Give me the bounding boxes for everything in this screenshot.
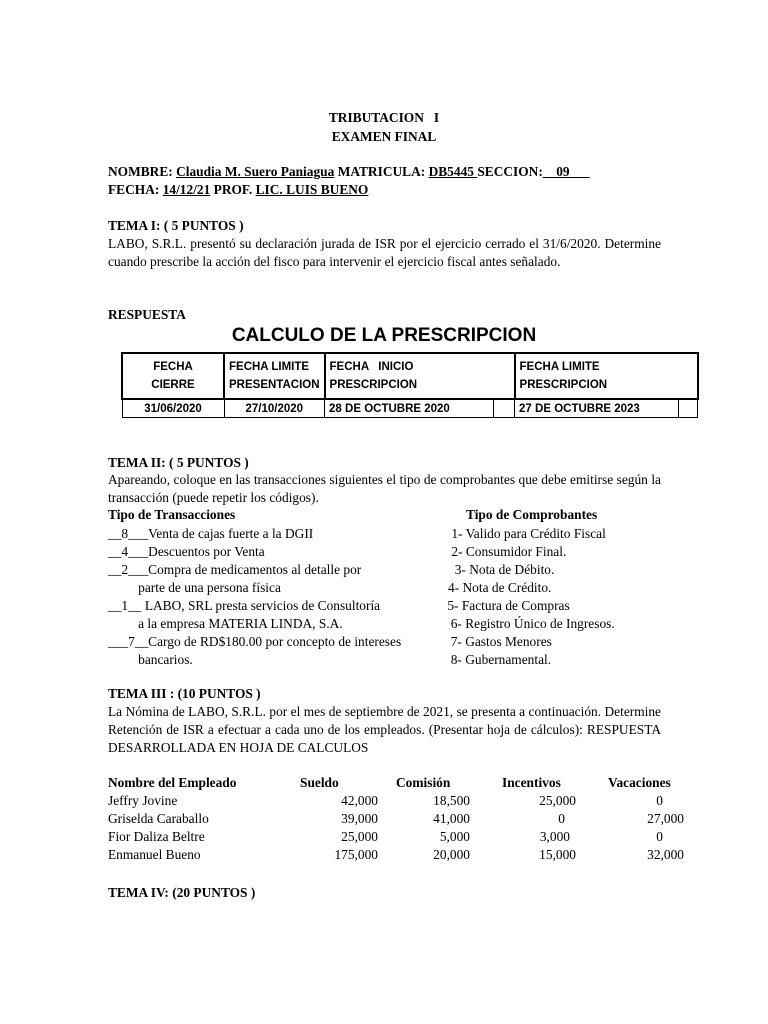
calc-title: CALCULO DE LA PRESCRIPCION xyxy=(231,325,537,346)
value-fecha-limite-presentacion: 27/10/2020 xyxy=(224,399,325,418)
employee-name: Griselda Caraballo xyxy=(108,811,209,826)
value-fecha-cierre: 31/06/2020 xyxy=(122,399,224,418)
date-line xyxy=(108,182,368,198)
vacaciones-cell: 0 xyxy=(656,793,663,808)
tema4-heading: TEMA IV: (20 PUNTOS ) xyxy=(108,885,256,900)
prescription-header-row xyxy=(122,353,698,399)
incentivos-cell: 0 xyxy=(558,811,565,826)
payroll-header-row xyxy=(108,774,698,792)
matricula-label: MATRICULA: xyxy=(337,164,426,179)
header-fecha-limite-prescripcion: FECHA LIMITE PRESCRIPCION xyxy=(515,353,698,399)
transaction-item: ___7__Cargo de RD$180.00 por concepto de intereses xyxy=(108,634,402,649)
col-nombre: Nombre del Empleado xyxy=(108,775,237,790)
transaction-item: bancarios. xyxy=(108,652,193,667)
comision-cell: 5,000 xyxy=(439,829,470,844)
employee-name: Jeffry Jovine xyxy=(108,793,178,808)
comision-cell: 18,500 xyxy=(433,793,470,808)
comprobante-item: 1- Valido para Crédito Fiscal xyxy=(448,526,606,541)
header-fecha-inicio-prescripcion: FECHA INICIO PRESCRIPCION xyxy=(325,353,515,399)
empty-cell xyxy=(679,399,698,418)
tema2-heading: TEMA II: ( 5 PUNTOS ) xyxy=(108,455,249,470)
comprobante-item: 5- Factura de Compras xyxy=(444,598,570,613)
matricula-value: DB5445 xyxy=(428,164,478,179)
tema1-heading: TEMA I: ( 5 PUNTOS ) xyxy=(108,218,244,233)
incentivos-cell: 25,000 xyxy=(539,793,576,808)
transaction-item: __2___Compra de medicamentos al detalle por xyxy=(108,562,362,577)
transaction-item: __8___Venta de cajas fuerte a la DGII xyxy=(108,526,314,541)
nombre-value: Claudia M. Suero Paniagua xyxy=(176,164,335,179)
table-row xyxy=(108,846,698,864)
employee-name: Enmanuel Bueno xyxy=(108,847,201,862)
col-sueldo: Sueldo xyxy=(300,775,339,790)
incentivos-cell: 15,000 xyxy=(539,847,576,862)
sueldo-cell: 42,000 xyxy=(341,793,378,808)
payroll-table xyxy=(108,774,698,864)
col-comision: Comisión xyxy=(396,775,451,790)
sueldo-cell: 25,000 xyxy=(341,829,378,844)
respuesta-label: RESPUESTA xyxy=(108,307,186,322)
comision-cell: 20,000 xyxy=(433,847,470,862)
seccion-value: 09 xyxy=(542,164,590,179)
comprobante-item: 6- Registro Único de Ingresos. xyxy=(444,616,615,631)
incentivos-cell: 3,000 xyxy=(539,829,570,844)
col-incentivos: Incentivos xyxy=(502,775,561,790)
prescription-table xyxy=(121,352,699,418)
transaction-item: a la empresa MATERIA LINDA, S.A. xyxy=(108,616,343,631)
comision-cell: 41,000 xyxy=(433,811,470,826)
comprobante-item: 2- Consumidor Final. xyxy=(448,544,567,559)
col-vacaciones: Vacaciones xyxy=(608,775,671,790)
header-fecha-cierre: FECHA CIERRE xyxy=(122,353,224,399)
comprobante-item: 4- Nota de Crédito. xyxy=(448,580,552,595)
transaction-item: parte de una persona física xyxy=(108,580,281,595)
fecha-value: 14/12/21 xyxy=(162,182,211,197)
table-row xyxy=(108,828,698,846)
value-fecha-limite-prescripcion: 27 DE OCTUBRE 2023 xyxy=(515,399,679,418)
table-row xyxy=(108,792,698,810)
employee-name: Fior Daliza Beltre xyxy=(108,829,205,844)
fecha-label: FECHA: xyxy=(108,182,160,197)
header-fecha-limite-presentacion: FECHA LIMITE PRESENTACION xyxy=(224,353,325,399)
student-line xyxy=(108,164,590,180)
tema2-text: Apareando, coloque en las transacciones siguientes el tipo de comprobantes que debe emitirse según la transacción (puede repetir los códigos). xyxy=(108,472,661,505)
exam-title: TRIBUTACION I xyxy=(328,110,440,125)
comprobantes-header: Tipo de Comprobantes xyxy=(466,507,598,522)
comprobante-item: 8- Gubernamental. xyxy=(444,652,552,667)
prof-label: PROF. xyxy=(213,182,253,197)
comprobante-item: 7- Gastos Menores xyxy=(444,634,552,649)
nombre-label: NOMBRE: xyxy=(108,164,173,179)
prescription-value-row xyxy=(122,399,698,418)
comprobante-item: 3- Nota de Débito. xyxy=(448,562,555,577)
tema3-text: La Nómina de LABO, S.R.L. por el mes de septiembre de 2021, se presenta a continuación. Determine Retención de ISR a efectuar a cada uno de los empleados. (Presentar hoja de cálculos): RESPUESTA DESARROLLADA EN HOJA DE CALCULOS xyxy=(108,704,661,755)
tema1-text: LABO, S.R.L. presentó su declaración jurada de ISR por el ejercicio cerrado el 31/6/2020. Determine cuando prescribe la acción del fisco para intervenir el ejercicio fiscal antes señalado. xyxy=(108,236,661,269)
table-row xyxy=(108,810,698,828)
vacaciones-cell: 0 xyxy=(656,829,663,844)
value-fecha-inicio-prescripcion: 28 DE OCTUBRE 2020 xyxy=(325,399,494,418)
tema3-heading: TEMA III : (10 PUNTOS ) xyxy=(108,686,261,701)
vacaciones-cell: 32,000 xyxy=(647,847,684,862)
prof-value: LIC. LUIS BUENO xyxy=(255,182,369,197)
empty-cell xyxy=(493,399,514,418)
vacaciones-cell: 27,000 xyxy=(647,811,684,826)
exam-subtitle: EXAMEN FINAL xyxy=(331,129,437,144)
sueldo-cell: 175,000 xyxy=(334,847,378,862)
transactions-header: Tipo de Transacciones xyxy=(108,507,236,522)
seccion-label: SECCION: xyxy=(477,164,543,179)
transaction-item: __1__ LABO, SRL presta servicios de Consultoría xyxy=(108,598,381,613)
transaction-item: __4___Descuentos por Venta xyxy=(108,544,265,559)
sueldo-cell: 39,000 xyxy=(341,811,378,826)
